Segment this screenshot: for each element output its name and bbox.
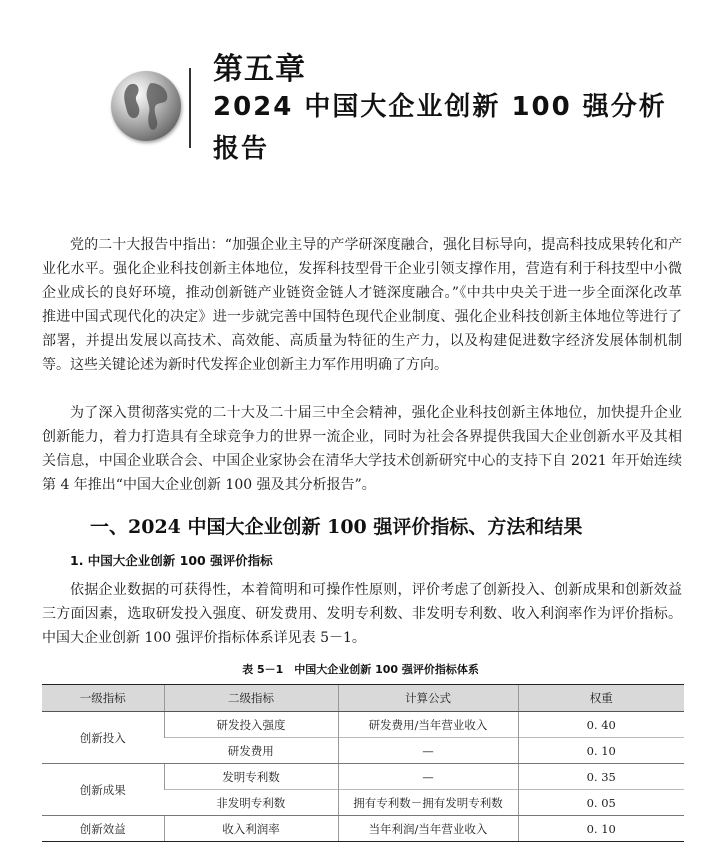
formula-cell: 当年利润/当年营业收入 [338,816,518,842]
formula-cell: 拥有专利数－拥有发明专利数 [338,790,518,816]
table-header-row [42,685,684,712]
group-cell: 创新成果 [42,764,164,816]
intro-paragraph-2: 为了深入贯彻落实党的二十大及二十届三中全会精神，强化企业科技创新主体地位，加快提升企业创新能力，着力打造具有全球竞争力的世界一流企业，同时为社会各界提供我国大企业创新水平及其相关信息，中国企业联合会、中国企业家协会在清华大学技术创新研究中心的支持下自 2021 年开始连续第 4 年推出“中国大企业创新 100 强及其分析报告”。 [42,405,682,493]
section-heading: 一、2024 中国大企业创新 100 强评价指标、方法和结果 [90,516,583,538]
weight-cell: 0. 10 [518,816,684,842]
table-row [42,816,684,842]
indicator-table [42,684,684,842]
weight-cell: 0. 35 [518,764,684,790]
weight-cell: 0. 40 [518,712,684,738]
table-row [42,764,684,790]
table-caption: 表 5－1 中国大企业创新 100 强评价指标体系 [242,663,479,676]
subsection-heading: 1. 中国大企业创新 100 强评价指标 [70,553,273,568]
chapter-divider [189,68,191,148]
indicator-cell: 研发费用 [164,738,338,764]
indicator-cell: 研发投入强度 [164,712,338,738]
formula-cell: 研发费用/当年营业收入 [338,712,518,738]
group-cell: 创新投入 [42,712,164,764]
group-cell: 创新效益 [42,816,164,842]
table-header-cell: 计算公式 [338,685,518,712]
table-header-cell: 权重 [518,685,684,712]
weight-cell: 0. 05 [518,790,684,816]
table-header-cell: 一级指标 [42,685,164,712]
table-row [42,712,684,738]
section-paragraph: 依据企业数据的可获得性，本着简明和可操作性原则，评价考虑了创新投入、创新成果和创新效益三方面因素，选取研发投入强度、研发费用、发明专利数、非发明专利数、收入利润率作为评价指标。中国大企业创新 100 强评价指标体系详见表 5－1。 [42,582,682,646]
globe-icon [111,71,181,141]
intro-paragraph-1: 党的二十大报告中指出：“加强企业主导的产学研深度融合，强化目标导向，提高科技成果转化和产业化水平。强化企业科技创新主体地位，发挥科技型骨干企业引领支撑作用，营造有利于科技型中小微企业成长的良好环境，推动创新链产业链资金链人才链深度融合。”《中共中央关于进一步全面深化改革 推进中国式现代化的决定》进一步就完善中国特色现代企业制度、强化企业科技创新主体地位等进行了部署，并提出发展以高技术、高效能、高质量为特征的生产力，以及构建促进数字经济发展体制机制等。这些关键论述为新时代发挥企业创新主力军作用明确了方向。 [42,237,682,373]
formula-cell: — [338,764,518,790]
formula-cell: — [338,738,518,764]
chapter-title: 2024 中国大企业创新 100 强分析报告 [213,92,667,164]
chapter-label: 第五章 [213,52,306,87]
indicator-cell: 非发明专利数 [164,790,338,816]
weight-cell: 0. 10 [518,738,684,764]
indicator-cell: 收入利润率 [164,816,338,842]
indicator-cell: 发明专利数 [164,764,338,790]
table-header-cell: 二级指标 [164,685,338,712]
